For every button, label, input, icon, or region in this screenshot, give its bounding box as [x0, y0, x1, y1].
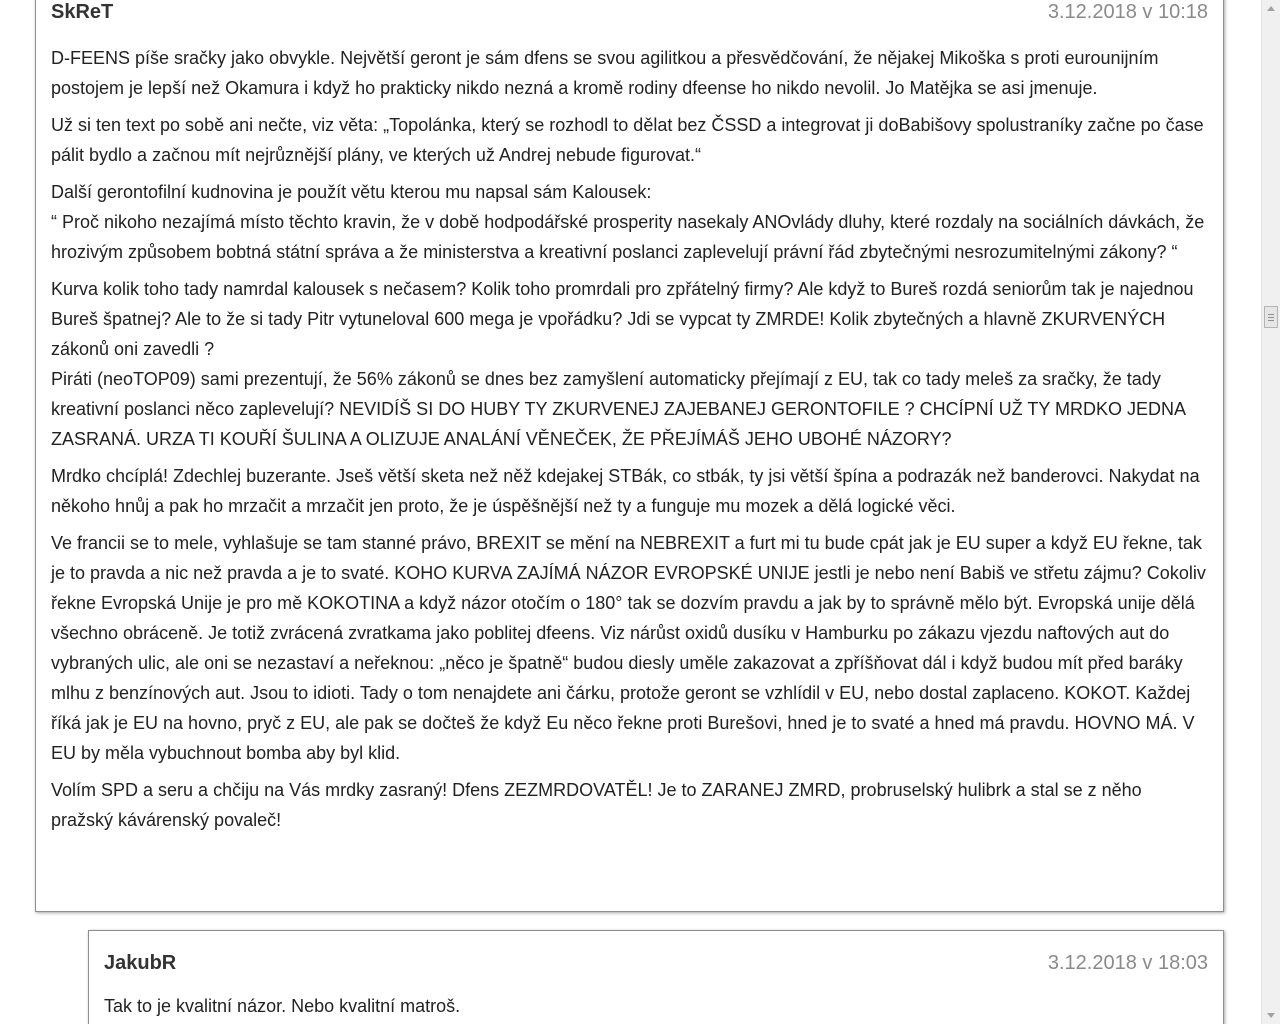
comment-paragraph: Ve francii se to mele, vyhlašuje se tam stanné právo, BREXIT se mění na NEBREXIT a furt mi tu bude cpát jak je EU super a když EU řekne, tak je to pravda a nic než pravda a je to svaté. KOHO KURVA ZAJÍMÁ NÁZOR EVROPSKÉ UNIJE jestli je nebo není Babiš ve střetu zájmu? Cokoliv řekne Evropská Unije je pro mě KOKOTINA a když názor otočím o 180° tak se dozvím pravdu a jak by to správně mělo být. Evropská unije dělá všechno obráceně. Je totiž zvrácená zvratkama jako poblitej dfeens. Viz nárůst oxidů dusíku v Hamburku po zákazu vjezdu naftových aut do vybraných ulic, ale oni se nezastaví a neřeknou: „něco je špatně“ budou diesly uměle zakazovat a zpříšňovat dál i když budou mít před baráky mlhu z benzínových aut. Jsou to idioti. Tady o tom nenajdete ani čárku, protože geront se vzhlídil v EU, nebo dostal zaplaceno. KOKOT. Každej říká jak je EU na hovno, pryč z EU, ale pak se dočteš že když Eu něco řekne proti Burešovi, hned je to svaté a hned má pravdu. HOVNO MÁ. V EU by měla vybuchnout bomba aby byl klid. — [51, 533, 1206, 763]
comment-paragraph: Kurva kolik toho tady namrdal kalousek s nečasem? Kolik toho promrdali pro zpřátelný firmy? Ale když to Bureš rozdá seniorům tak je najednou Bureš špatnej? Ale to že si tady Pitr vytuneloval 600 mega je vpořádku? Jdi se vypcat ty ZMRDE! Kolik zbytečných a hlavně ZKURVENÝCH zákonů oni zavedli ? Piráti (neoTOP09) sami prezentují, že 56% zákonů se dnes bez zamyšlení automaticky přejímají z EU, tak co tady meleš za sračky, že tady kreativní poslanci něco zaplevelují? NEVIDÍŠ SI DO HUBY TY ZKURVENEJ ZAJEBANEJ GERONTOFILE ? CHCÍPNÍ UŽ TY MRDKO JEDNA ZASRANÁ. URZA TI KOUŘÍ ŠULINA A OLIZUJE ANALÁNÍ VĚNEČEK, ŽE PŘEJÍMÁŠ JEHO UBOHÉ NÁZORY? — [51, 279, 1194, 449]
comment-paragraph: Mrdko chcíplá! Zdechlej buzerante. Jseš větší sketa než něž kdejakej STBák, co stbák, ty jsi větší špína a podrazák než banderovci. Nakydat na někoho hnůj a pak ho mrzačit a mrzačit jen proto, že je úspěšnější než ty a funguje mu mozek a dělá logické věci. — [51, 466, 1200, 516]
arrow-up-icon — [1267, 6, 1275, 11]
comment-body — [89, 991, 1223, 1021]
scroll-down-button[interactable] — [1262, 1007, 1280, 1024]
comment — [35, 0, 1224, 912]
comment-paragraph: Další gerontofilní kudnovina je použít větu kterou mu napsal sám Kalousek: “ Proč nikoho nezajímá místo těchto kravin, že v době hodpodářské prosperity nasekaly ANOvlády dluhy, které rozdaly na sociálních dávkách, že hrozivým způsobem bobtná státní správa a že ministerstva a kreativní poslanci zaplevelují právní řád zbytečnými nesrozumitelnými zákony? “ — [51, 182, 1205, 262]
comment-date: 3.12.2018 v 18:03 — [1047, 952, 1208, 974]
grip-line — [1268, 320, 1274, 321]
comment-body — [36, 43, 1223, 835]
comment-author[interactable]: SkReT — [51, 1, 114, 23]
scroll-up-button[interactable] — [1262, 0, 1280, 17]
comment-paragraph: Volím SPD a seru a chčiju na Vás mrdky zasraný! Dfens ZEZMRDOVATĚL! Je to ZARANEJ ZMRD, probruselský hulibrk a stal se z něho pražský kávárenský povaleč! — [51, 780, 1142, 830]
comment-header — [89, 931, 1223, 974]
comment-author[interactable]: JakubR — [104, 952, 177, 974]
comment-date: 3.12.2018 v 10:18 — [1047, 1, 1208, 23]
vertical-scrollbar[interactable] — [1261, 0, 1280, 1024]
reply-comment — [88, 930, 1224, 1024]
comment-paragraph: D-FEENS píše sračky jako obvykle. Největší geront je sám dfens se svou agilitkou a přesvědčování, že nějakej Mikoška s proti eurounijním postojem je lepší než Okamura i když ho prakticky nikdo nezná a kromě rodiny dfeense ho nikdo nevolil. Jo Matějka se asi jmenuje. — [51, 48, 1159, 98]
comment-header — [36, 0, 1223, 25]
comment-paragraph: Už si ten text po sobě ani nečte, viz věta: „Topolánka, který se rozhodl to dělat bez ČSSD a integrovat ji doBabišovy spolustraníky začne po čase pálit bydlo a začnou mít nejrůznější plány, ve kterých už Andrej nebude figurovat.“ — [51, 115, 1204, 165]
grip-line — [1268, 317, 1274, 318]
grip-line — [1268, 314, 1274, 315]
comment-paragraph: Tak to je kvalitní názor. Nebo kvalitní matroš. — [104, 996, 461, 1016]
arrow-down-icon — [1267, 1013, 1275, 1018]
scrollbar-thumb[interactable] — [1264, 306, 1278, 328]
